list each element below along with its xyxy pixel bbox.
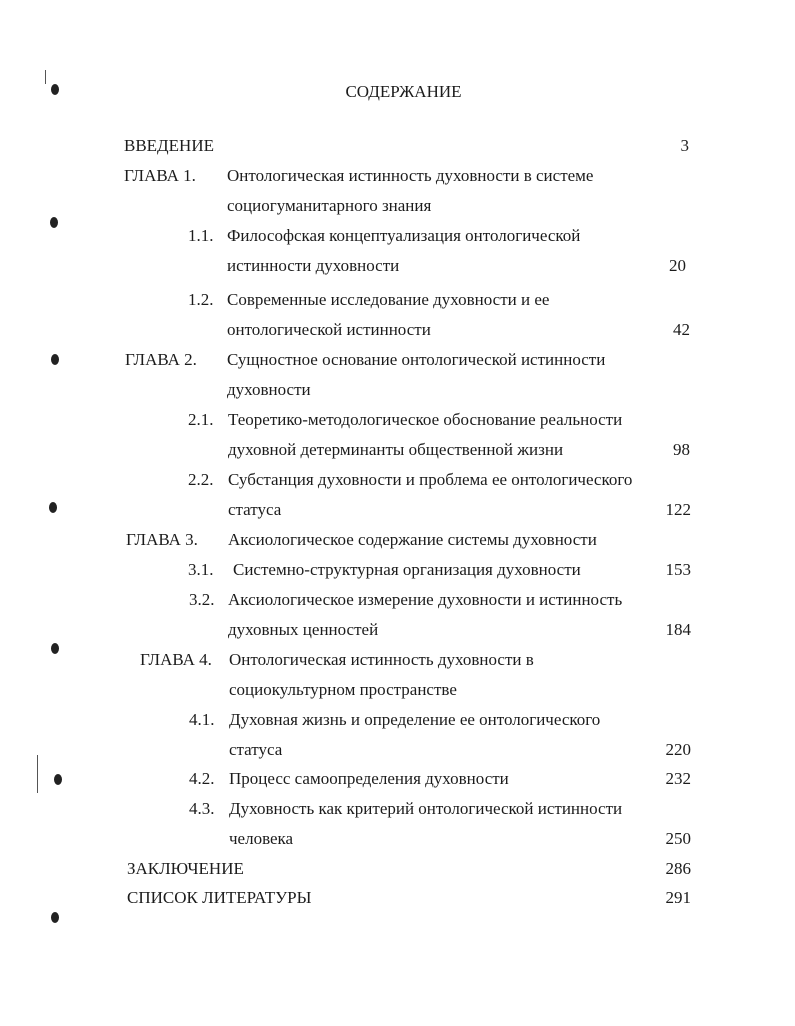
toc-entry-title: Современные исследование духовности и ее	[227, 290, 550, 309]
toc-page-number: 153	[665, 560, 691, 579]
toc-page-number: 20	[669, 256, 686, 275]
toc-page-number: 184	[665, 620, 691, 639]
toc-entry-title: статуса	[229, 740, 283, 759]
toc-entry-title: Теоретико-методологическое обоснование реальности	[228, 410, 623, 429]
toc-entry-label: СПИСОК ЛИТЕРАТУРЫ	[127, 888, 312, 907]
toc-entry-title: духовности	[227, 380, 311, 399]
toc-entry-label: 4.2.	[189, 769, 215, 788]
margin-line-mark	[37, 755, 38, 793]
toc-entry-label: ГЛАВА 4.	[140, 650, 212, 669]
toc-page-number: 42	[673, 320, 690, 339]
punch-hole-mark	[54, 774, 62, 785]
toc-entry-title: духовных ценностей	[228, 620, 379, 639]
toc-entry-label: 1.2.	[188, 290, 214, 309]
toc-entry-label: ГЛАВА 1.	[124, 166, 196, 185]
toc-page-number: 220	[665, 740, 691, 759]
toc-entry-label: 2.2.	[188, 470, 214, 489]
toc-entry-title: Духовность как критерий онтологической истинности	[229, 799, 623, 818]
toc-entry-label: 3.2.	[189, 590, 215, 609]
toc-page-number: 122	[665, 500, 691, 519]
toc-entry-label: 4.3.	[189, 799, 215, 818]
toc-entry-title: Субстанция духовности и проблема ее онтологического	[228, 470, 633, 489]
toc-entry-label: 2.1.	[188, 410, 214, 429]
punch-hole-mark	[51, 354, 59, 365]
toc-entry-title: Философская концептуализация онтологической	[227, 226, 581, 245]
toc-entry-title: Процесс самоопределения духовности	[229, 769, 509, 788]
toc-entry-title: социокультурном пространстве	[229, 680, 457, 699]
toc-entry-title: истинности духовности	[227, 256, 400, 275]
toc-entry-label: 1.1.	[188, 226, 214, 245]
toc-entry-title: Онтологическая истинность духовности в	[229, 650, 534, 669]
toc-entry-title: Системно-структурная организация духовности	[233, 560, 581, 579]
toc-entry-title: статуса	[228, 500, 282, 519]
toc-page-number: 98	[673, 440, 690, 459]
toc-page-number: 250	[665, 829, 691, 848]
punch-hole-mark	[49, 502, 57, 513]
toc-entry-label: ГЛАВА 2.	[125, 350, 197, 369]
toc-entry-title: человека	[229, 829, 294, 848]
page-title: СОДЕРЖАНИЕ	[345, 82, 462, 101]
toc-entry-title: Духовная жизнь и определение ее онтологического	[229, 710, 601, 729]
toc-entry-title: онтологической истинности	[227, 320, 431, 339]
punch-hole-mark	[51, 912, 59, 923]
toc-entry-title: Аксиологическое содержание системы духовности	[228, 530, 597, 549]
toc-entry-label: 3.1.	[188, 560, 214, 579]
punch-hole-mark	[50, 217, 58, 228]
punch-hole-mark	[51, 643, 59, 654]
toc-page-number: 291	[665, 888, 691, 907]
toc-entry-title: духовной детерминанты общественной жизни	[228, 440, 564, 459]
toc-page-number: 3	[680, 136, 689, 155]
toc-entry-label: ЗАКЛЮЧЕНИЕ	[127, 859, 244, 878]
toc-page-number: 286	[665, 859, 691, 878]
toc-entry-title: Сущностное основание онтологической истинности	[227, 350, 606, 369]
toc-entry-label: ВВЕДЕНИЕ	[124, 136, 214, 155]
toc-entry-label: ГЛАВА 3.	[126, 530, 198, 549]
toc-entry-title: Онтологическая истинность духовности в системе	[227, 166, 594, 185]
toc-entry-title: Аксиологическое измерение духовности и истинность	[228, 590, 623, 609]
toc-entry-title: социогуманитарного знания	[227, 196, 432, 215]
toc-entry-label: 4.1.	[189, 710, 215, 729]
toc-page-number: 232	[665, 769, 691, 788]
